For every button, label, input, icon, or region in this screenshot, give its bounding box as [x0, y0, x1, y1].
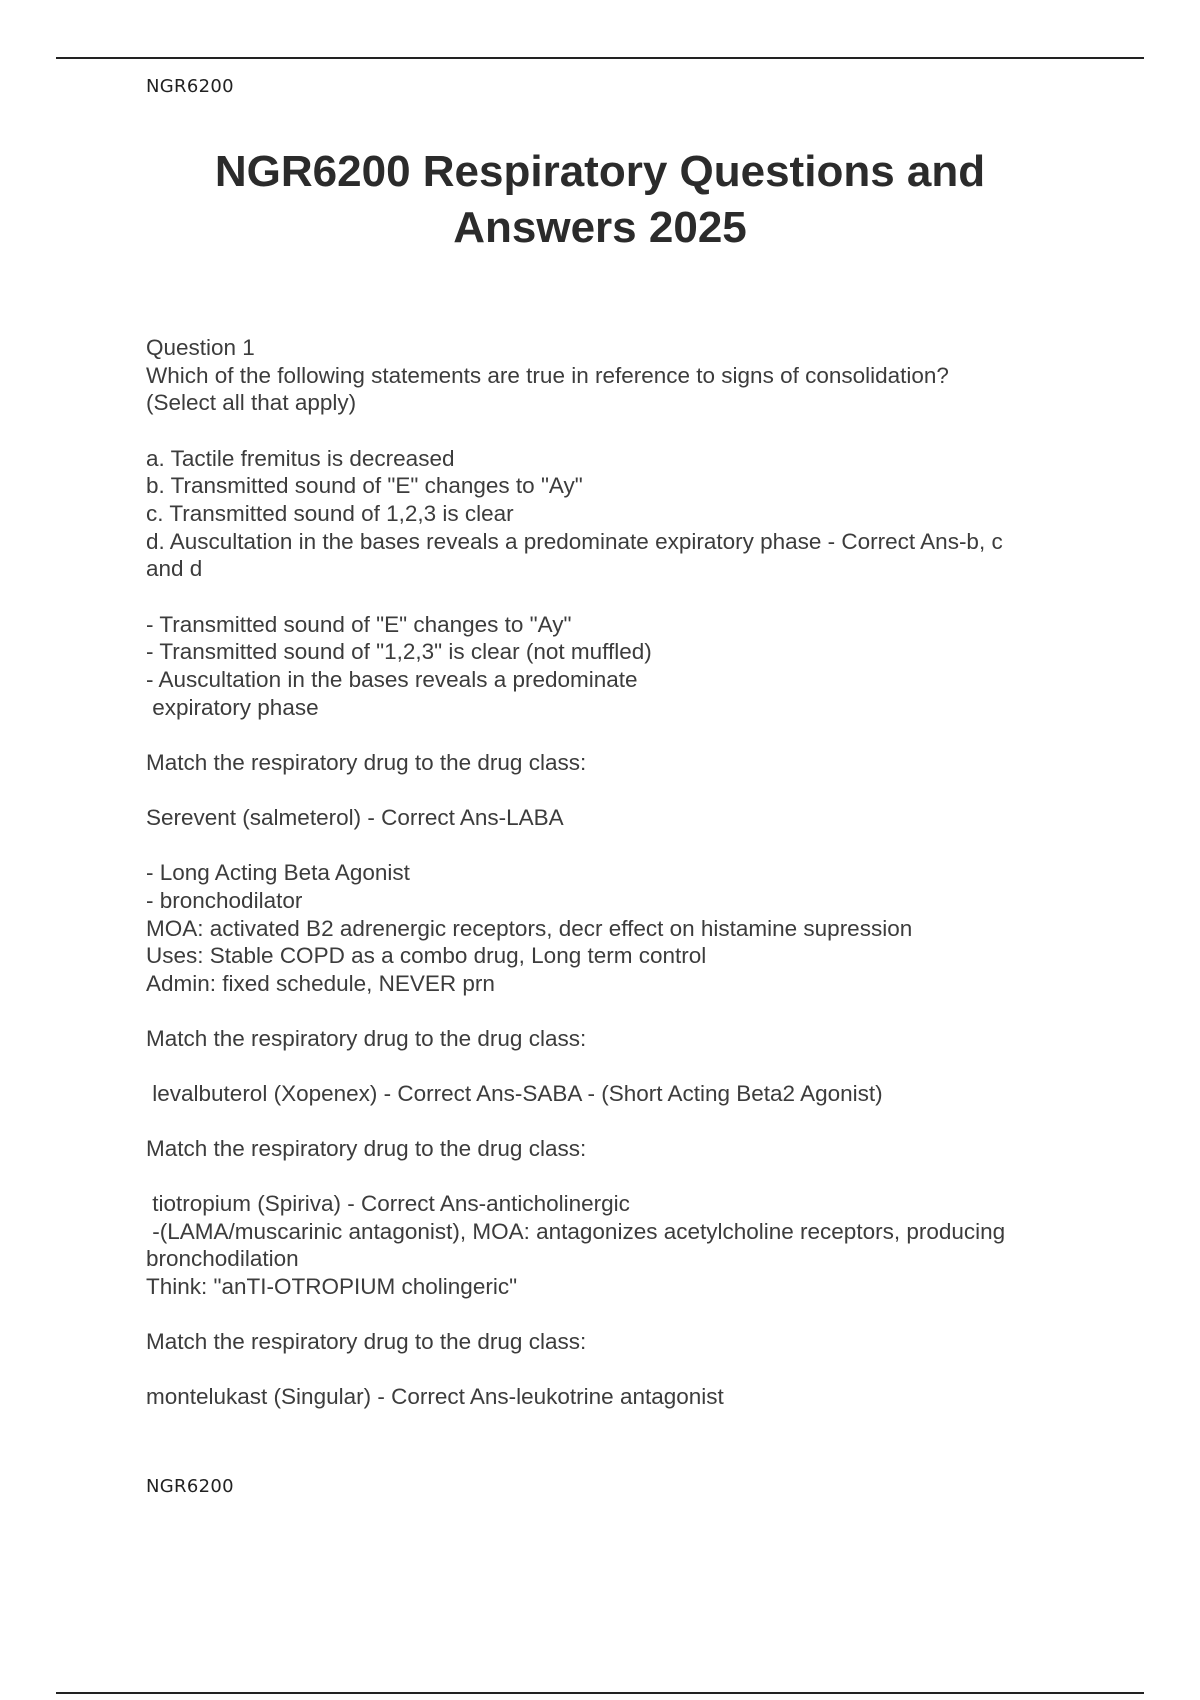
detail-line: Uses: Stable COPD as a combo drug, Long term control [146, 943, 707, 969]
spacer [146, 1300, 1086, 1328]
detail-line: -(LAMA/muscarinic antagonist), MOA: antagonizes acetylcholine receptors, producing [146, 1218, 1006, 1244]
spacer [146, 1053, 1086, 1080]
spacer [146, 1163, 1086, 1190]
detail-line: tiotropium (Spiriva) - Correct Ans-anticholinergic [146, 1191, 630, 1217]
title-line-1: NGR6200 Respiratory Questions and [214, 147, 986, 196]
answer-option: c. Transmitted sound of 1,2,3 is clear [146, 500, 514, 526]
question-prompt: Match the respiratory drug to the drug class: [146, 750, 587, 776]
question-label: Question 1 [146, 335, 255, 360]
detail-line: MOA: activated B2 adrenergic receptors, decr effect on histamine supression [146, 915, 913, 941]
question-instruction: (Select all that apply) [146, 390, 357, 416]
rationale-line: - Transmitted sound of "E" changes to "Ay" [146, 611, 572, 637]
spacer [146, 417, 1086, 445]
rationale-line: - Transmitted sound of "1,2,3" is clear (not muffled) [146, 639, 652, 665]
bottom-rule [56, 1692, 1144, 1694]
spacer [146, 721, 1086, 749]
spacer [146, 997, 1086, 1025]
detail-line: - bronchodilator [146, 887, 303, 913]
question-prompt: Match the respiratory drug to the drug class: [146, 1026, 587, 1052]
answer-option: b. Transmitted sound of "E" changes to "Ay" [146, 473, 583, 499]
title-line-2: Answers 2025 [453, 203, 747, 252]
rationale-line: expiratory phase [146, 694, 319, 720]
page-title [100, 144, 1100, 256]
top-rule [56, 57, 1144, 59]
spacer [146, 777, 1086, 804]
spacer [146, 1107, 1086, 1135]
header-course-code: NGR6200 [146, 76, 234, 97]
answer-line: levalbuterol (Xopenex) - Correct Ans-SABA - (Short Acting Beta2 Agonist) [146, 1080, 883, 1106]
detail-line: Think: "anTI-OTROPIUM cholingeric" [146, 1273, 518, 1299]
rationale-line: - Auscultation in the bases reveals a predominate [146, 666, 638, 692]
answer-option-continued: and d [146, 556, 203, 582]
answer-option: a. Tactile fremitus is decreased [146, 445, 455, 471]
detail-line: Admin: fixed schedule, NEVER prn [146, 970, 495, 996]
question-prompt: Which of the following statements are true in reference to signs of consolidation? [146, 362, 949, 388]
answer-line: Serevent (salmeterol) - Correct Ans-LABA [146, 804, 564, 830]
spacer [146, 831, 1086, 859]
detail-line: bronchodilation [146, 1246, 299, 1272]
footer-course-code: NGR6200 [146, 1476, 234, 1497]
spacer [146, 583, 1086, 611]
question-prompt: Match the respiratory drug to the drug class: [146, 1329, 587, 1355]
question-prompt: Match the respiratory drug to the drug class: [146, 1136, 587, 1162]
document-body [146, 334, 1086, 1411]
answer-option: d. Auscultation in the bases reveals a predominate expiratory phase - Correct Ans-b, c [146, 528, 1003, 554]
spacer [146, 1356, 1086, 1383]
detail-line: - Long Acting Beta Agonist [146, 860, 410, 886]
answer-line: montelukast (Singular) - Correct Ans-leukotrine antagonist [146, 1384, 724, 1410]
